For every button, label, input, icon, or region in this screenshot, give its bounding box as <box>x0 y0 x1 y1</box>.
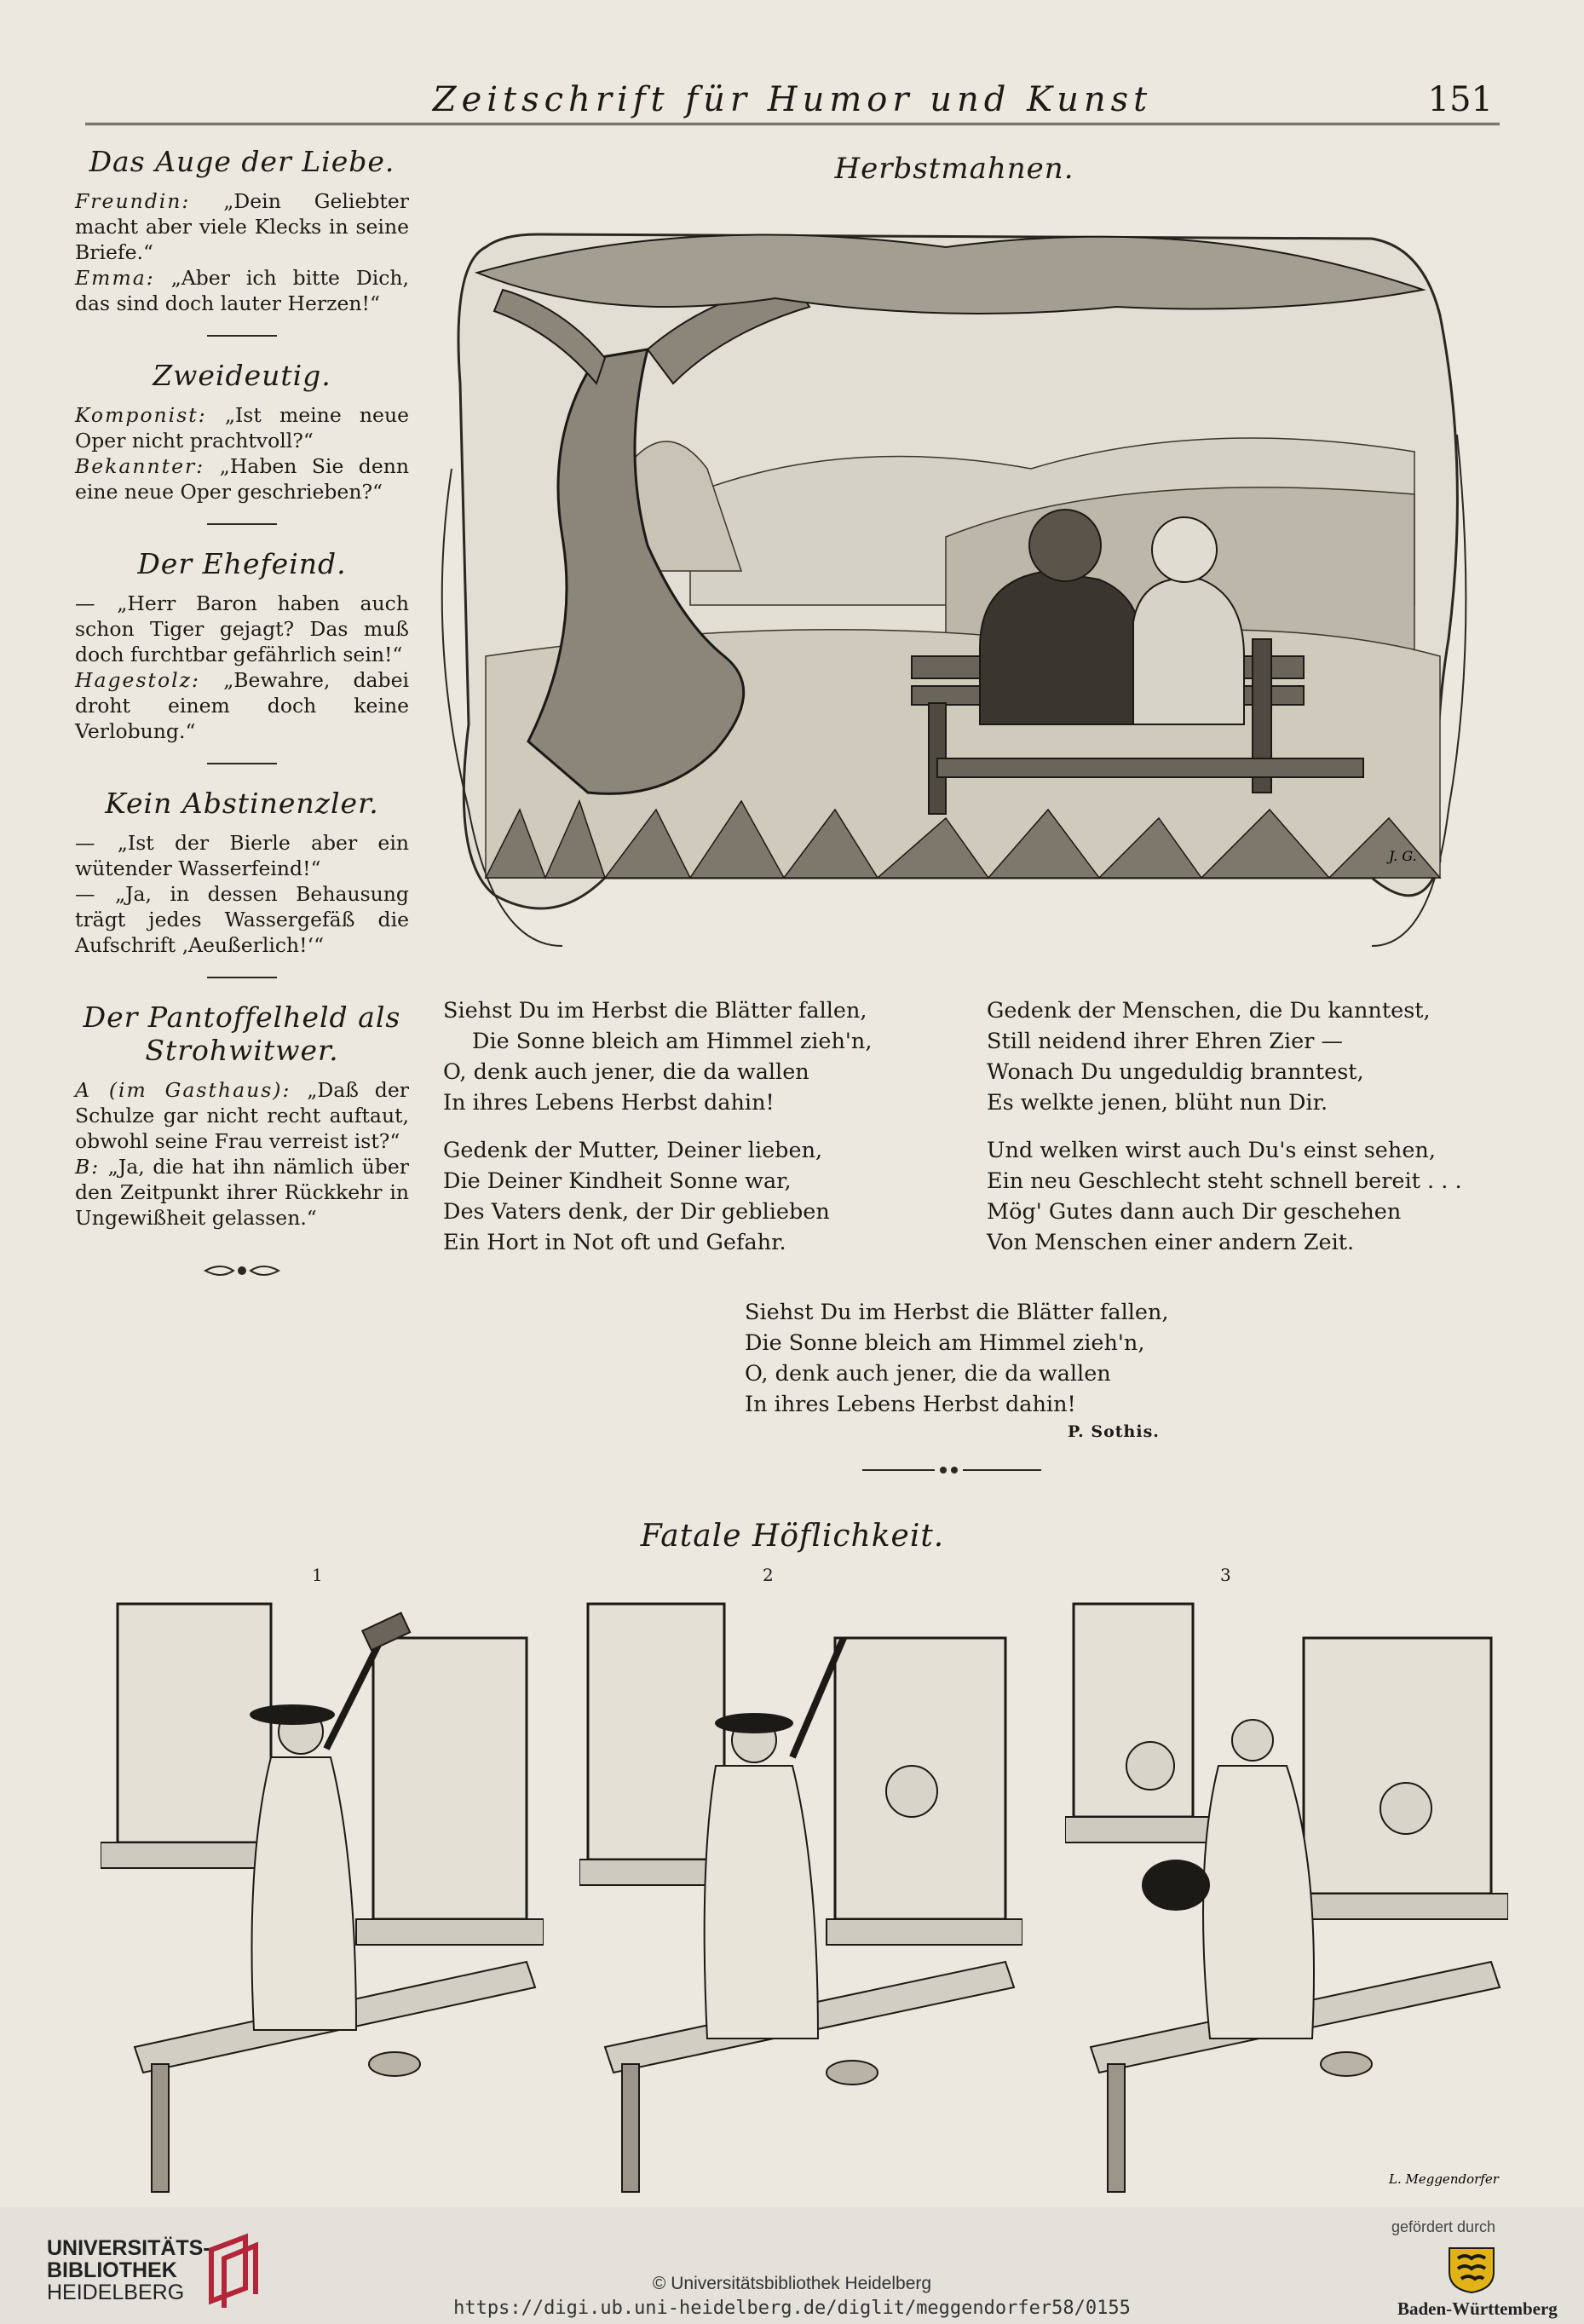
verse-line: Gedenk der Menschen, die Du kanntest, <box>987 998 1431 1024</box>
joke-3 <box>75 547 409 744</box>
speaker: Bekannter: <box>75 454 205 478</box>
comic-signature: L. Meggendorfer <box>1389 2171 1499 2187</box>
comic-panel-1 <box>101 1587 544 2209</box>
library-line-2: BIBLIOTHEK <box>47 2258 177 2282</box>
end-rule-ornament <box>862 1464 1041 1476</box>
joke-2 <box>75 359 409 505</box>
dialogue: „Aber ich bitte Dich, das sind doch lauter Herzen!“ <box>75 266 409 315</box>
verse-line: Des Vaters denk, der Dir geblieben <box>443 1199 830 1225</box>
dialogue: „Dein Geliebter macht aber viele Klecks in seine Briefe.“ <box>75 189 409 264</box>
dialogue: „Ist der Bierle aber ein wütender Wasserfeind!“ <box>75 831 409 880</box>
dialogue: „Herr Baron haben auch schon Tiger gejagt? Das muß doch furchtbar gefährlich sein!“ <box>75 591 409 666</box>
ornament-flourish <box>75 1256 409 1286</box>
speaker: Emma: <box>75 266 155 290</box>
panel-number: 1 <box>312 1565 323 1585</box>
baden-wuerttemberg-crest-icon[interactable] <box>1444 2243 1499 2294</box>
copyright-notice: © Universitätsbibliothek Heidelberg <box>652 2274 932 2293</box>
verse-line: Die Deiner Kindheit Sonne war, <box>443 1168 792 1194</box>
ornament-icon <box>204 1262 280 1279</box>
verse-line: Ein neu Geschlecht steht schnell bereit . . . <box>987 1168 1462 1194</box>
joke-title: Kein Abstinenzler. <box>105 787 379 820</box>
dialogue: „Daß der Schulze gar nicht recht auftaut, obwohl seine Frau verreist ist?“ <box>75 1078 409 1153</box>
permalink-url[interactable]: https://digi.ub.uni-heidelberg.de/diglit/meggendorfer58/0155 <box>453 2298 1131 2319</box>
dialogue: „Ja, in dessen Behausung trägt jedes Wassergefäß die Aufschrift ‚Aeußerlich!‘“ <box>75 882 409 957</box>
divider-rule <box>207 523 277 525</box>
verse-line: In ihres Lebens Herbst dahin! <box>745 1392 1076 1417</box>
joke-5 <box>75 1001 409 1231</box>
comic-panel-2 <box>579 1587 1022 2209</box>
poem-left-column <box>443 995 872 1275</box>
funding-label: gefördert durch <box>1391 2218 1496 2235</box>
running-header <box>85 75 1500 125</box>
verse-line: Es welkte jenen, blüht nun Dir. <box>987 1090 1328 1116</box>
library-line-1: UNIVERSITÄTS- <box>47 2236 210 2260</box>
joke-title: Der Ehefeind. <box>137 547 347 580</box>
panel-number: 3 <box>1220 1565 1231 1585</box>
dialogue: „Ja, die hat ihn nämlich über den Zeitpunkt ihrer Rückkehr in Ungewißheit gelassen.“ <box>75 1155 409 1230</box>
autumn-illustration <box>435 213 1474 963</box>
state-name: Baden-Württemberg <box>1397 2298 1558 2319</box>
joke-title: Das Auge der Liebe. <box>89 145 395 178</box>
poem-author: P. Sothis. <box>1068 1422 1160 1441</box>
verse-line: Und welken wirst auch Du's einst sehen, <box>987 1138 1436 1163</box>
verse-line: In ihres Lebens Herbst dahin! <box>443 1090 775 1116</box>
poem-final-stanza <box>745 1297 1169 1420</box>
joke-4 <box>75 787 409 958</box>
divider-rule <box>207 977 277 978</box>
verse-line: Gedenk der Mutter, Deiner lieben, <box>443 1138 823 1163</box>
verse-line: Wonach Du ungeduldig branntest, <box>987 1059 1364 1085</box>
speaker: A (im Gasthaus): <box>75 1078 291 1102</box>
verse-line: Siehst Du im Herbst die Blätter fallen, <box>745 1300 1169 1325</box>
comic-panel-3 <box>1065 1587 1508 2209</box>
dialogue: „Ist meine neue Oper nicht prachtvoll?“ <box>75 403 409 453</box>
speaker: — <box>75 882 97 906</box>
verse-line: O, denk auch jener, die da wallen <box>443 1059 809 1085</box>
poem-right-column <box>987 995 1462 1275</box>
stanza <box>443 995 872 1118</box>
verse-line: Die Sonne bleich am Himmel zieh'n, <box>745 1330 1145 1356</box>
library-line-3: HEIDELBERG <box>47 2281 185 2304</box>
speaker: B: <box>75 1155 101 1179</box>
speaker: — <box>75 831 97 855</box>
verse-line: Die Sonne bleich am Himmel zieh'n, <box>472 1029 873 1054</box>
verse-line: Mög' Gutes dann auch Dir geschehen <box>987 1199 1402 1225</box>
jokes-column <box>75 145 409 1286</box>
joke-title: Zweideutig. <box>153 359 331 392</box>
joke-1 <box>75 145 409 316</box>
verse-line: Ein Hort in Not oft und Gefahr. <box>443 1230 786 1255</box>
dialogue: „Bewahre, dabei droht einem doch keine Verlobung.“ <box>75 668 409 743</box>
dialogue: „Haben Sie denn eine neue Oper geschrieben?“ <box>75 454 409 504</box>
verse-line: Siehst Du im Herbst die Blätter fallen, <box>443 998 867 1024</box>
speaker: Freundin: <box>75 189 191 213</box>
stanza <box>443 1135 872 1258</box>
verse-line: O, denk auch jener, die da wallen <box>745 1361 1111 1387</box>
illustration-signature: J. G. <box>1389 848 1417 864</box>
verse-line: Still neidend ihrer Ehren Zier — <box>987 1029 1343 1054</box>
speaker: Komponist: <box>75 403 207 427</box>
stanza <box>987 1135 1462 1258</box>
divider-rule <box>207 763 277 764</box>
speaker: — <box>75 591 97 615</box>
verse-line: Von Menschen einer andern Zeit. <box>987 1230 1355 1255</box>
journal-title: Zeitschrift für Humor und Kunst <box>432 80 1153 119</box>
poem-title: Herbstmahnen. <box>834 152 1074 186</box>
stanza <box>987 995 1462 1118</box>
joke-title: Der Pantoffelheld als Strohwitwer. <box>83 1001 401 1067</box>
panel-number: 2 <box>763 1565 774 1585</box>
comic-title: Fatale Höflichkeit. <box>640 1519 945 1554</box>
divider-rule <box>207 335 277 337</box>
speaker: Hagestolz: <box>75 668 200 692</box>
page-number: 151 <box>1427 80 1493 119</box>
